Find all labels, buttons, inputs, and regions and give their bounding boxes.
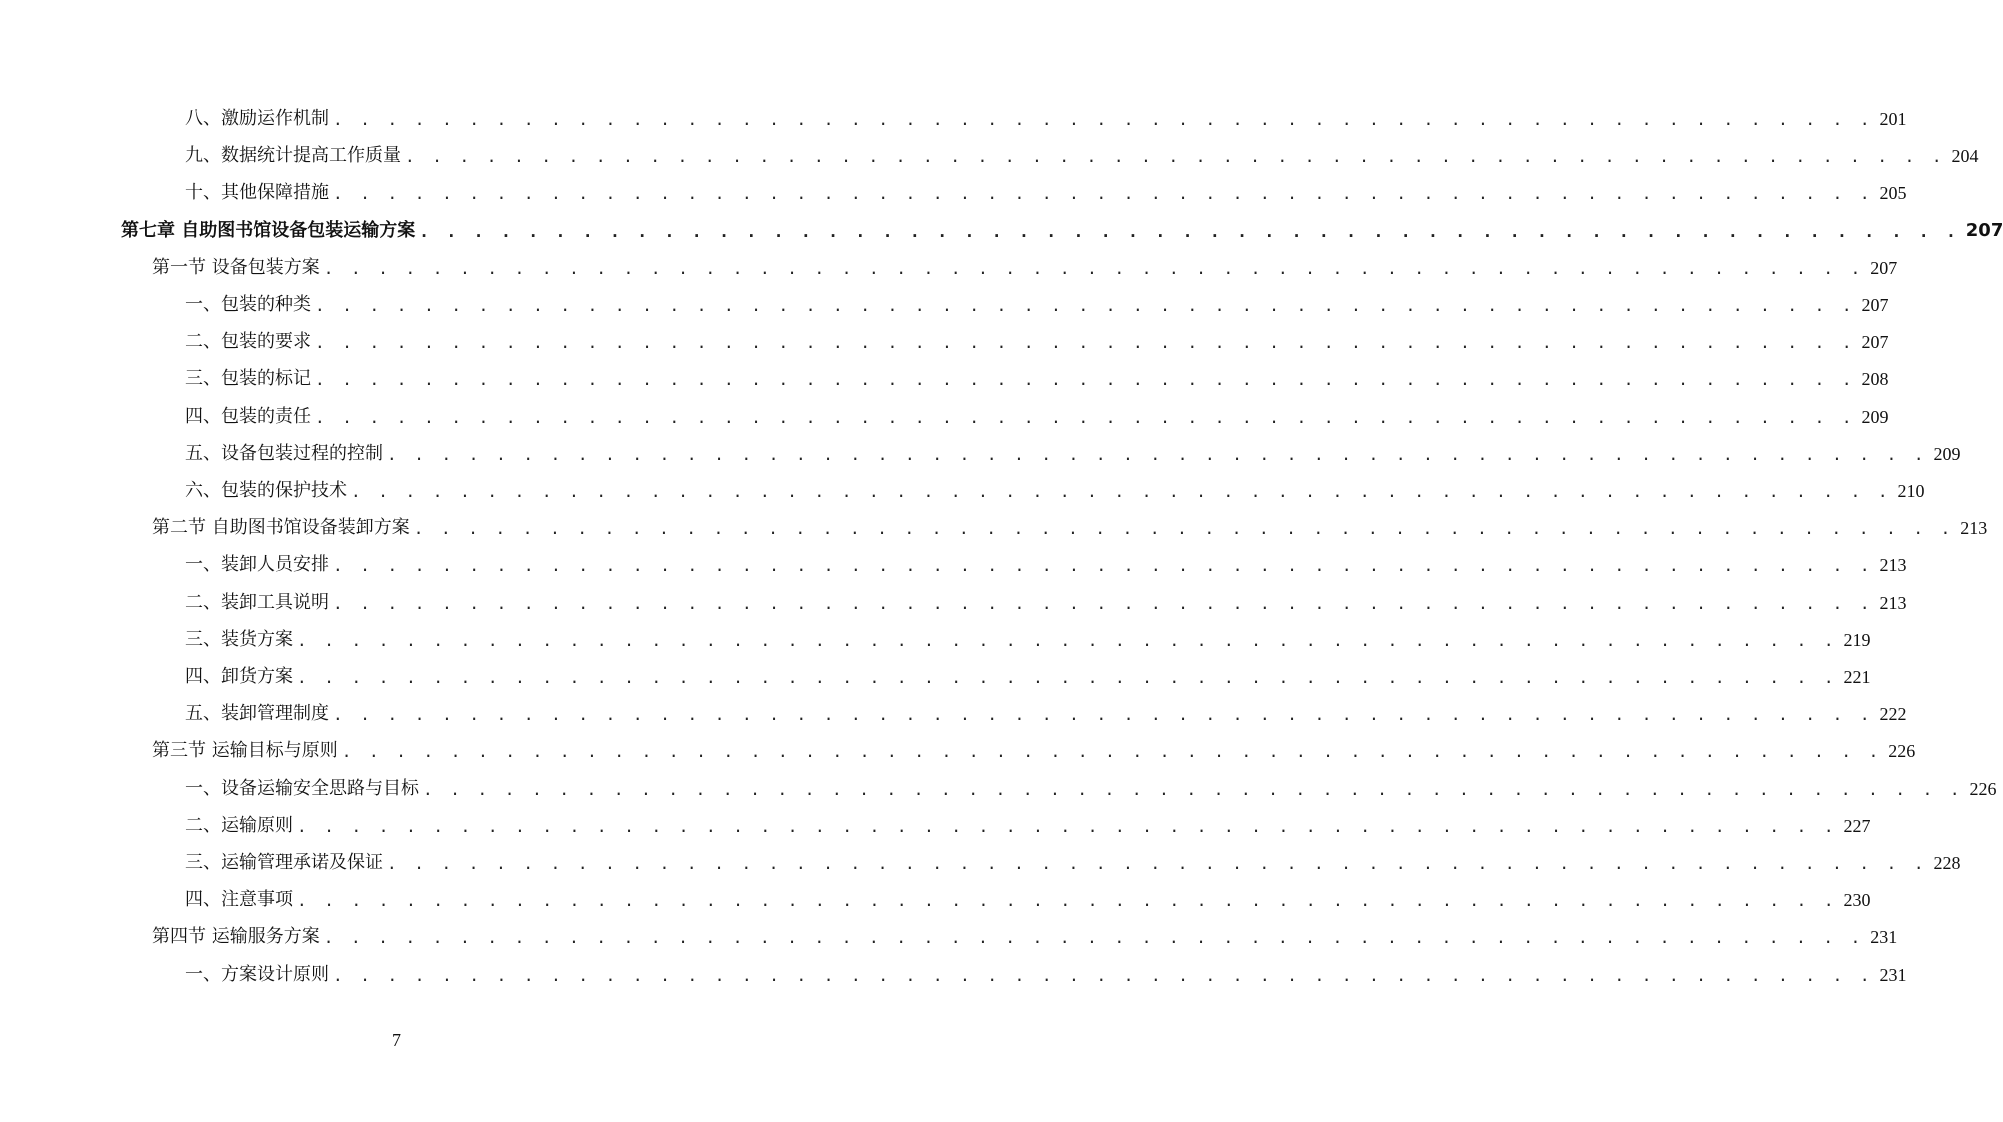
toc-entry-page-number: 207 xyxy=(1870,257,1898,278)
toc-entry-chapter[interactable] xyxy=(121,214,2003,248)
dot-leader: . . . . . . . . . . . . . . . . . . . . . . . . . . . . . . . . . . . . . . . . . . . . . . . . . . . . . . . . . xyxy=(423,779,1964,799)
toc-entry-title: 一、方案设计原则 xyxy=(185,963,329,985)
dot-leader: . . . . . . . . . . . . . . . . . . . . . . . . . . . . . . . . . . . . . . . . . . . . . . . . . . . . . . . . . xyxy=(323,258,1865,278)
toc-entry-title: 二、包装的要求 xyxy=(185,331,311,353)
dot-leader: . . . . . . . . . . . . . . . . . . . . . . . . . . . . . . . . . . . . . . . . . . . . . . . . . . . . . . . . . xyxy=(333,184,1874,204)
toc-entry-page-number: 222 xyxy=(1879,704,1907,725)
toc-entry-page-number: 213 xyxy=(1879,555,1907,576)
toc-entry-section[interactable] xyxy=(152,251,1898,285)
toc-entry-item[interactable] xyxy=(185,437,1961,471)
toc-entry-page-number: 219 xyxy=(1843,629,1871,650)
toc-entry-section[interactable] xyxy=(152,920,1898,954)
toc-entry-page-number: 230 xyxy=(1843,890,1871,911)
toc-entry-item[interactable] xyxy=(185,400,1889,434)
toc-entry-item[interactable] xyxy=(185,660,1871,694)
dot-leader: . . . . . . . . . . . . . . . . . . . . . . . . . . . . . . . . . . . . . . . . . . . . . . . . . . . . . . . . . xyxy=(387,854,1928,873)
toc-entry-page-number: 201 xyxy=(1879,109,1907,129)
dot-leader: . . . . . . . . . . . . . . . . . . . . . . . . . . . . . . . . . . . . . . . . . . . . . . . . . . . . . . . . . xyxy=(351,482,1892,501)
toc-entry-item[interactable] xyxy=(185,362,1889,396)
dot-leader: . . . . . . . . . . . . . . . . . . . . . . . . . . . . . . . . . . . . . . . . . . . . . . . . . . . . . . . . . xyxy=(333,965,1874,985)
toc-entry-item[interactable] xyxy=(185,697,1907,731)
toc-entry-title: 三、运输管理承诺及保证 xyxy=(185,852,383,873)
toc-entry-page-number: 204 xyxy=(1951,146,1979,167)
toc-entry-item[interactable] xyxy=(185,139,1979,173)
dot-leader: . . . . . . . . . . . . . . . . . . . . . . . . . . . . . . . . . . . . . . . . . . . . . . . . . . . . . . . . . xyxy=(297,891,1838,911)
toc-entry-item[interactable] xyxy=(185,883,1871,917)
toc-entry-page-number: 228 xyxy=(1933,853,1961,873)
toc-entry-title: 第一节 设备包装方案 xyxy=(152,256,320,278)
toc-entry-item[interactable] xyxy=(185,102,1907,136)
toc-entry-item[interactable] xyxy=(185,958,1907,992)
toc-entry-title: 三、包装的标记 xyxy=(185,368,311,390)
toc-entry-title: 五、设备包装过程的控制 xyxy=(185,442,383,464)
dot-leader: . . . . . . . . . . . . . . . . . . . . . . . . . . . . . . . . . . . . . . . . . . . . . . . . . . . . . . . . . xyxy=(405,147,1946,167)
dot-leader: . . . . . . . . . . . . . . . . . . . . . . . . . . . . . . . . . . . . . . . . . . . . . . . . . . . . . . . . . xyxy=(387,444,1928,464)
toc-entry-page-number: 227 xyxy=(1843,815,1871,836)
dot-leader: . . . . . . . . . . . . . . . . . . . . . . . . . . . . . . . . . . . . . . . . . . . . . . . . . . . . . . . . . xyxy=(413,519,1955,539)
dot-leader: . . . . . . . . . . . . . . . . . . . . . . . . . . . . . . . . . . . . . . . . . . . . . . . . . . . . . . . . . xyxy=(333,110,1874,129)
toc-entry-page-number: 207 xyxy=(1965,219,2003,241)
dot-leader: . . . . . . . . . . . . . . . . . . . . . . . . . . . . . . . . . . . . . . . . . . . . . . . . . . . . . . . . . xyxy=(297,630,1838,650)
toc-entry-page-number: 213 xyxy=(1960,518,1988,539)
toc-entry-page-number: 208 xyxy=(1861,369,1889,390)
toc-entry-title: 四、包装的责任 xyxy=(185,405,311,427)
toc-entry-page-number: 209 xyxy=(1933,443,1961,464)
dot-leader: . . . . . . . . . . . . . . . . . . . . . . . . . . . . . . . . . . . . . . . . . . . . . . . . . . . . . . . . . xyxy=(333,556,1874,576)
toc-entry-title: 第三节 运输目标与原则 xyxy=(152,740,338,762)
toc-entry-item[interactable] xyxy=(185,586,1907,620)
toc-entry-title: 四、卸货方案 xyxy=(185,666,293,687)
toc-entry-title: 九、数据统计提高工作质量 xyxy=(185,145,401,167)
dot-leader: . . . . . . . . . . . . . . . . . . . . . . . . . . . . . . . . . . . . . . . . . . . . . . . . . . . . . . . . . xyxy=(323,928,1865,948)
dot-leader: . . . . . . . . . . . . . . . . . . . . . . . . . . . . . . . . . . . . . . . . . . . . . . . . . . . . . . . . . xyxy=(315,407,1856,427)
toc-entry-item[interactable] xyxy=(185,809,1871,843)
toc-entry-item[interactable] xyxy=(185,325,1889,359)
toc-entry-page-number: 231 xyxy=(1870,927,1898,948)
dot-leader: . . . . . . . . . . . . . . . . . . . . . . . . . . . . . . . . . . . . . . . . . . . . . . . . . . . . . . . . . xyxy=(341,742,1883,762)
dot-leader: . . . . . . . . . . . . . . . . . . . . . . . . . . . . . . . . . . . . . . . . . . . . . . . . . . . . . . . . . xyxy=(315,370,1856,390)
toc-entry-item[interactable] xyxy=(185,846,1961,880)
toc-entry-title: 第七章 自助图书馆设备包装运输方案 xyxy=(121,219,416,241)
dot-leader: . . . . . . . . . . . . . . . . . . . . . . . . . . . . . . . . . . . . . . . . . . . . . . . . . . . . . . . . . xyxy=(297,668,1838,687)
toc-entry-page-number: 221 xyxy=(1843,667,1871,687)
toc-entry-section[interactable] xyxy=(152,511,1988,545)
toc-entry-page-number: 210 xyxy=(1897,481,1925,501)
dot-leader: . . . . . . . . . . . . . . . . . . . . . . . . . . . . . . . . . . . . . . . . . . . . . . . . . . . . . . . . . xyxy=(297,816,1838,836)
dot-leader: . . . . . . . . . . . . . . . . . . . . . . . . . . . . . . . . . . . . . . . . . . . . . . . . . . . . . . . . . xyxy=(315,333,1856,353)
toc-entry-item[interactable] xyxy=(185,474,1925,508)
toc-entry-item[interactable] xyxy=(185,176,1907,210)
toc-entry-page-number: 226 xyxy=(1888,741,1916,762)
toc-entry-title: 四、注意事项 xyxy=(185,889,293,911)
toc-entry-page-number: 207 xyxy=(1861,332,1889,353)
toc-entry-title: 一、装卸人员安排 xyxy=(185,554,329,576)
toc-entry-item[interactable] xyxy=(185,548,1907,582)
dot-leader: . . . . . . . . . . . . . . . . . . . . . . . . . . . . . . . . . . . . . . . . . . . . . . . . . . . . . . . . . xyxy=(419,221,1960,241)
toc-entry-title: 五、装卸管理制度 xyxy=(185,703,329,725)
toc-entry-page-number: 205 xyxy=(1879,183,1907,204)
toc-entry-title: 二、装卸工具说明 xyxy=(185,591,329,613)
toc-entry-item[interactable] xyxy=(185,772,1997,806)
toc-entry-title: 第二节 自助图书馆设备装卸方案 xyxy=(152,517,410,539)
toc-entry-page-number: 207 xyxy=(1861,295,1889,315)
toc-entry-title: 第四节 运输服务方案 xyxy=(152,926,320,948)
toc-entry-title: 八、激励运作机制 xyxy=(185,108,329,129)
dot-leader: . . . . . . . . . . . . . . . . . . . . . . . . . . . . . . . . . . . . . . . . . . . . . . . . . . . . . . . . . xyxy=(333,705,1874,725)
toc-entry-title: 一、设备运输安全思路与目标 xyxy=(185,777,419,799)
page-number: 7 xyxy=(392,1030,401,1050)
toc-entry-title: 一、包装的种类 xyxy=(185,294,311,315)
dot-leader: . . . . . . . . . . . . . . . . . . . . . . . . . . . . . . . . . . . . . . . . . . . . . . . . . . . . . . . . . xyxy=(315,296,1856,315)
toc-entry-item[interactable] xyxy=(185,623,1871,657)
toc-entry-item[interactable] xyxy=(185,288,1889,322)
dot-leader: . . . . . . . . . . . . . . . . . . . . . . . . . . . . . . . . . . . . . . . . . . . . . . . . . . . . . . . . . xyxy=(333,593,1874,613)
toc-entry-title: 三、装货方案 xyxy=(185,628,293,650)
toc-entry-title: 六、包装的保护技术 xyxy=(185,480,347,501)
toc-entry-page-number: 209 xyxy=(1861,406,1889,427)
toc-entry-title: 二、运输原则 xyxy=(185,814,293,836)
toc-entry-page-number: 213 xyxy=(1879,592,1907,613)
toc-entry-page-number: 231 xyxy=(1879,964,1907,985)
toc-entry-section[interactable] xyxy=(152,734,1916,768)
toc-entry-page-number: 226 xyxy=(1969,778,1997,799)
toc-entry-title: 十、其他保障措施 xyxy=(185,182,329,204)
